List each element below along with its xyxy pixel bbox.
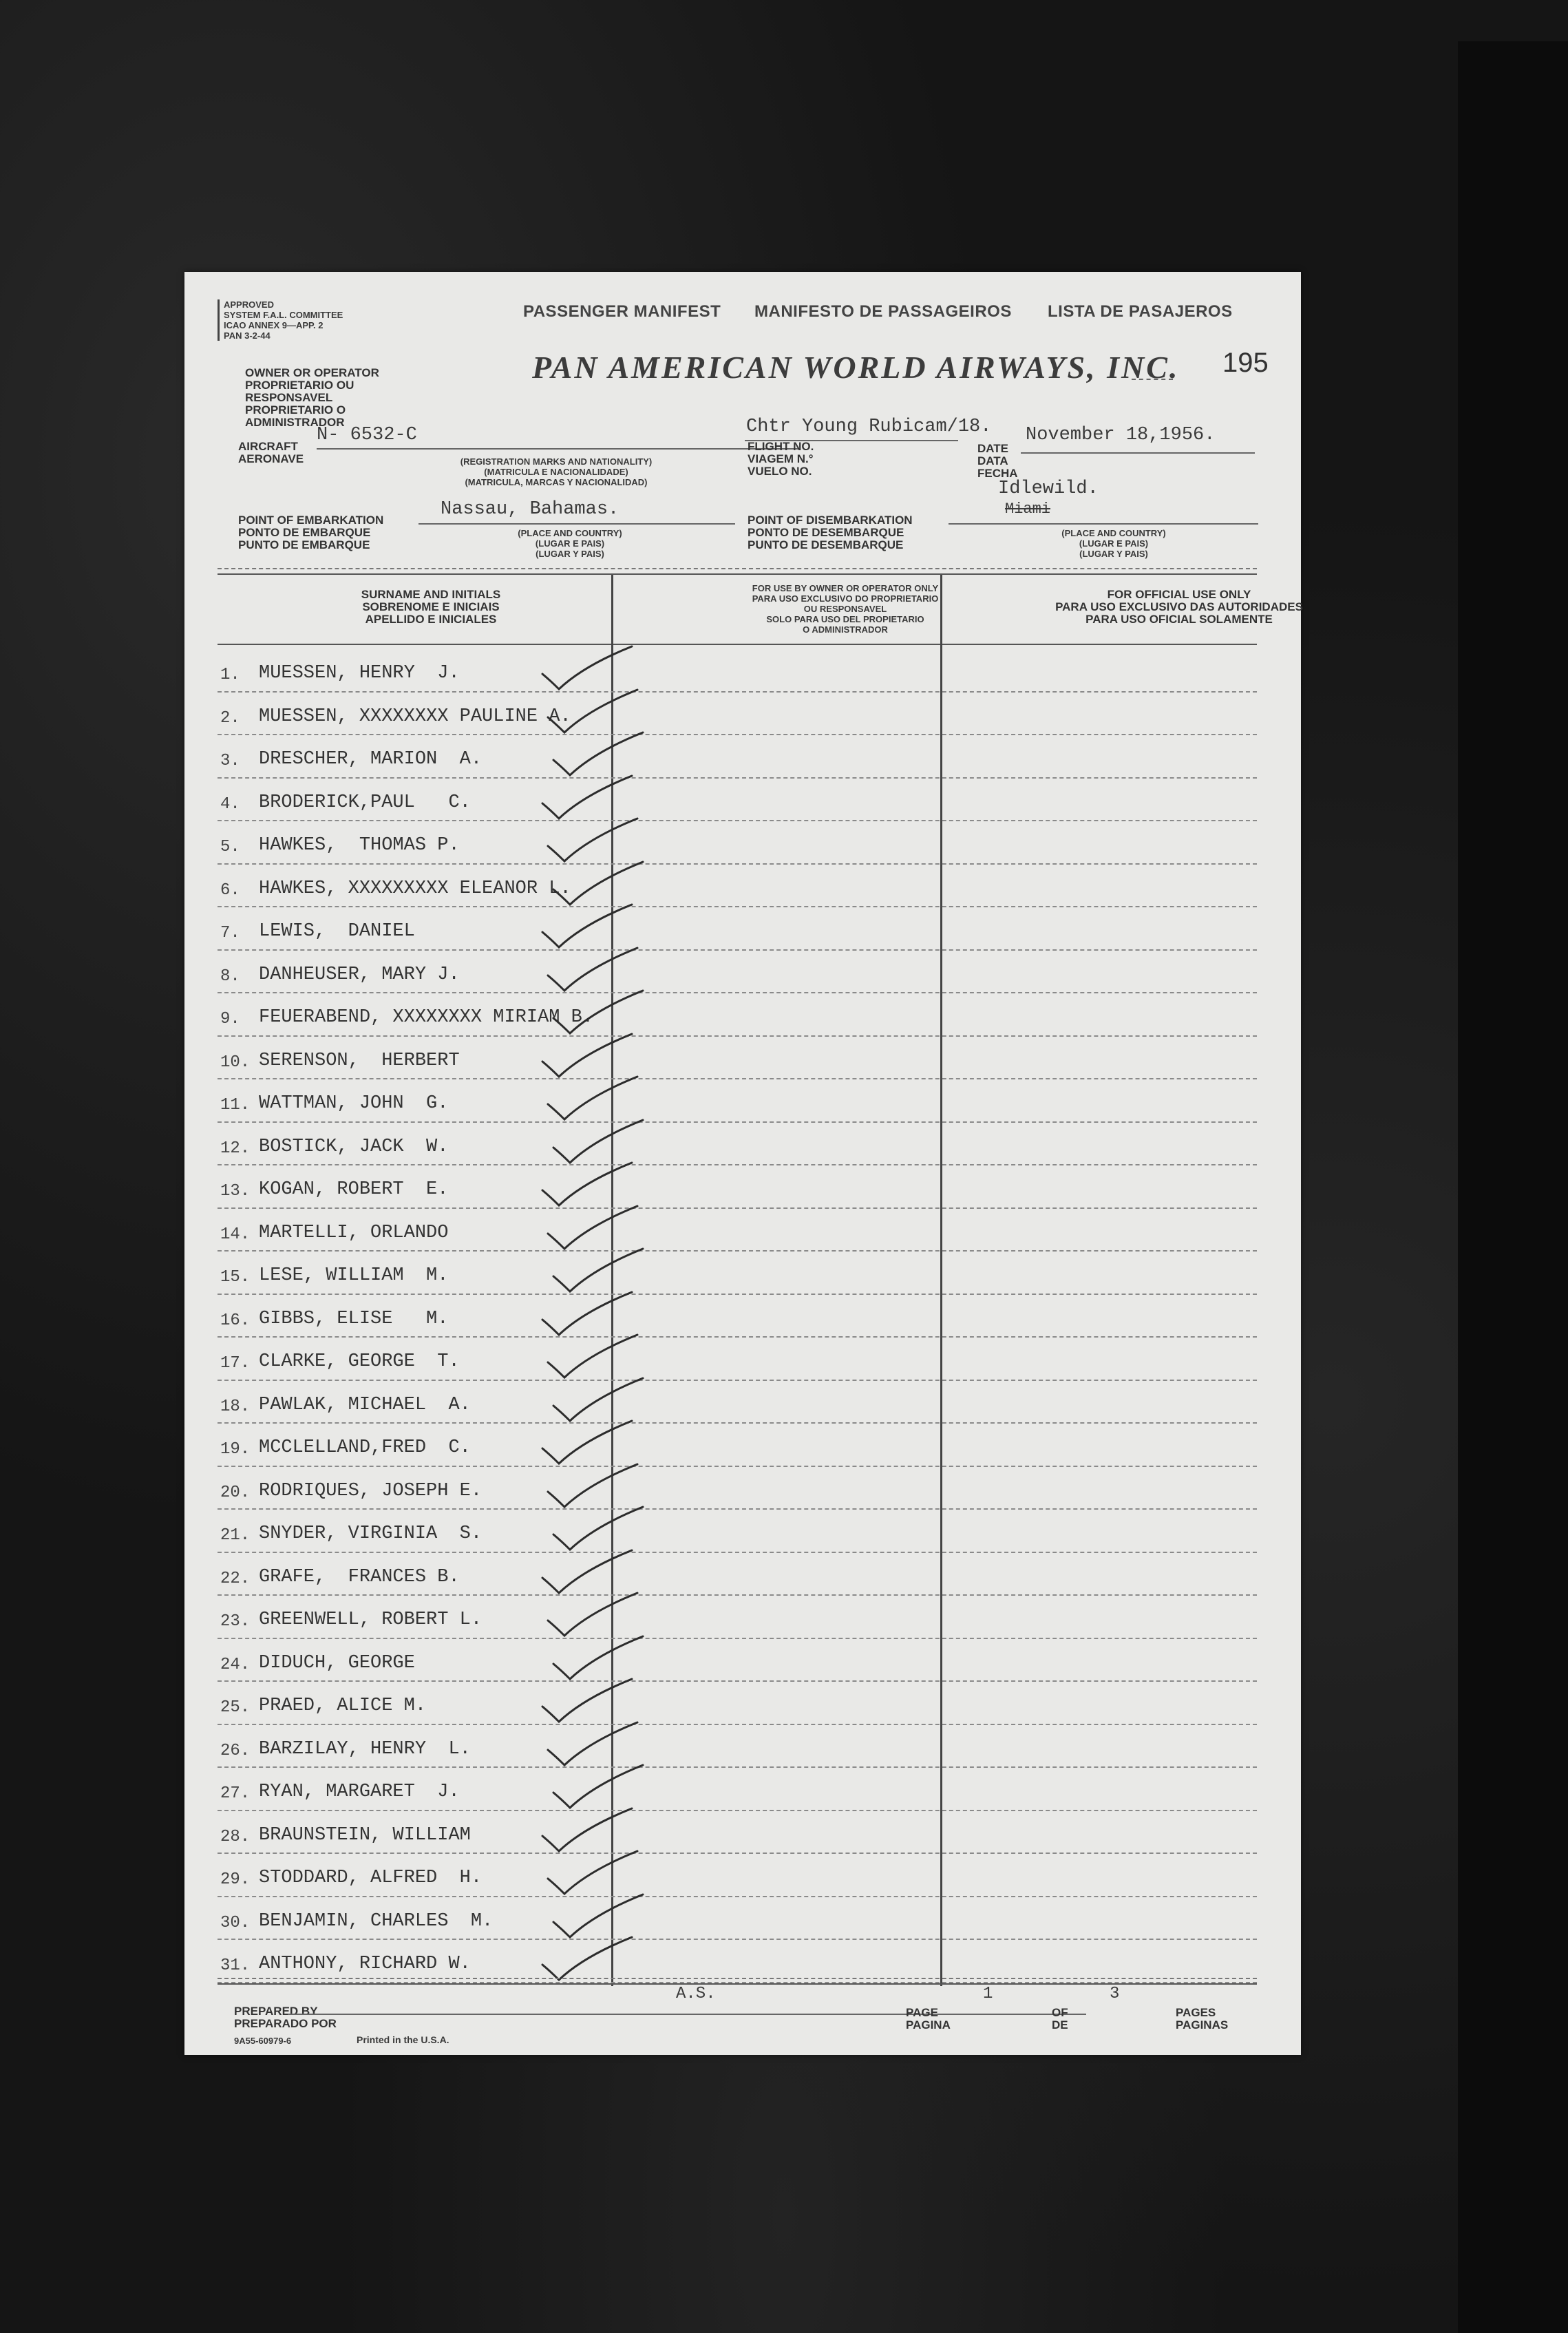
passenger-name: STODDARD, ALFRED H.	[259, 1868, 483, 1888]
col-header-name	[218, 589, 644, 626]
passenger-name: HAWKES, THOMAS P.	[259, 835, 460, 856]
film-edge	[1458, 41, 1568, 2333]
col-owner-pt2: OU RESPONSAVEL	[803, 604, 887, 614]
row-number: 9.	[220, 1010, 240, 1028]
flight-field: Chtr Young Rubicam/18.	[746, 416, 992, 437]
passenger-name: WATTMAN, JOHN G.	[259, 1093, 449, 1114]
flight-label-en: FLIGHT NO.	[748, 440, 814, 453]
aircraft-sub-es: (MATRICULA, MARCAS Y NACIONALIDAD)	[465, 477, 648, 487]
disembark-label-pt: PONTO DE DESEMBARQUE	[748, 526, 904, 539]
passenger-name: RYAN, MARGARET J.	[259, 1782, 460, 1802]
pages-label	[1176, 2007, 1228, 2031]
row-number: 21.	[220, 1526, 251, 1545]
row-rule	[218, 777, 1257, 779]
checkmark-stroke	[542, 1163, 632, 1205]
col-name-es: APELLIDO E INICIALES	[365, 613, 497, 626]
col-name-en: SURNAME AND INITIALS	[361, 588, 501, 601]
checkmark-icon	[541, 1333, 644, 1382]
checkmark-stroke	[542, 905, 632, 947]
aircraft-label	[238, 441, 304, 465]
row-number: 11.	[220, 1096, 251, 1115]
embark-sub	[487, 528, 653, 559]
passenger-name: MUESSEN, XXXXXXXX PAULINE A.	[259, 706, 571, 727]
passenger-name: HAWKES, XXXXXXXXX ELEANOR L.	[259, 878, 571, 899]
checkmark-stroke	[548, 1464, 637, 1507]
passenger-name: DANHEUSER, MARY J.	[259, 964, 460, 985]
checkmark-stroke	[542, 1550, 632, 1593]
row-number: 7.	[220, 924, 240, 942]
checkmark-stroke	[542, 646, 632, 689]
col-official-en: FOR OFFICIAL USE ONLY	[1107, 588, 1251, 601]
checkmark-icon	[541, 1721, 644, 1769]
row-rule	[218, 1207, 1257, 1209]
row-rule	[218, 1508, 1257, 1510]
passenger-name: DRESCHER, MARION A.	[259, 749, 483, 770]
checkmark-icon	[547, 731, 650, 779]
row-number: 14.	[220, 1225, 251, 1244]
passenger-name: BRAUNSTEIN, WILLIAM	[259, 1824, 471, 1846]
row-number: 29.	[220, 1870, 251, 1889]
row-rule	[218, 1121, 1257, 1123]
checkmark-stroke	[548, 1335, 637, 1377]
checkmark-icon	[536, 1936, 639, 1984]
row-rule	[218, 863, 1257, 865]
aircraft-field: N- 6532-C	[317, 425, 798, 450]
embark-label	[238, 514, 383, 551]
row-rule	[218, 1078, 1257, 1079]
disembark-field-struck: Miami	[1005, 500, 1051, 518]
page-label-pt: PAGINA	[906, 2018, 951, 2031]
checkmark-stroke	[553, 862, 643, 905]
passenger-manifest-sheet	[184, 272, 1301, 2055]
row-rule	[218, 1724, 1257, 1725]
embark-label-pt: PONTO DE EMBARQUE	[238, 526, 371, 539]
title-en: PASSENGER MANIFEST	[523, 302, 721, 321]
checkmark-stroke	[548, 690, 637, 732]
pages-label-en: PAGES	[1176, 2006, 1216, 2019]
row-number: 30.	[220, 1913, 251, 1932]
checkmark-icon	[547, 1119, 650, 1167]
disembark-label	[748, 514, 913, 551]
disembark-label-en: POINT OF DISEMBARKATION	[748, 514, 913, 527]
of-label	[1052, 2007, 1068, 2031]
row-number: 26.	[220, 1741, 251, 1760]
pages-label-pt: PAGINAS	[1176, 2018, 1229, 2031]
checkmark-icon	[547, 1247, 650, 1296]
checkmark-stroke	[542, 776, 632, 819]
col-header-official	[942, 589, 1417, 626]
aircraft-sub	[377, 456, 735, 487]
owner-label-en: OWNER OR OPERATOR	[245, 366, 379, 379]
row-rule	[218, 949, 1257, 951]
checkmark-icon	[536, 645, 639, 693]
owner-label	[245, 367, 424, 429]
place-sub-es: (LUGAR Y PAIS)	[1079, 549, 1148, 559]
checkmark-stroke	[553, 1765, 643, 1808]
checkmark-icon	[547, 1764, 650, 1812]
place-sub-es: (LUGAR Y PAIS)	[536, 549, 604, 559]
prepared-value: A.S.	[676, 1985, 716, 2003]
row-rule	[218, 1466, 1257, 1467]
row-rule	[218, 1766, 1257, 1768]
checkmark-stroke	[542, 1034, 632, 1077]
checkmark-icon	[541, 1850, 644, 1898]
row-rule	[218, 1810, 1257, 1811]
row-number: 27.	[220, 1784, 251, 1803]
checkmark-icon	[547, 1377, 650, 1425]
prepared-underline	[288, 2014, 1086, 2015]
checkmark-icon	[541, 688, 644, 737]
row-rule	[218, 1896, 1257, 1897]
checkmark-stroke	[548, 1077, 637, 1119]
checkmark-icon	[547, 861, 650, 909]
passenger-name: MCCLELLAND,FRED C.	[259, 1437, 471, 1458]
passenger-name: PAWLAK, MICHAEL A.	[259, 1394, 471, 1415]
footer-rule	[218, 1983, 1257, 1985]
row-rule	[218, 1638, 1257, 1639]
passenger-name: LESE, WILLIAM M.	[259, 1265, 449, 1286]
row-rule	[218, 1552, 1257, 1553]
passenger-name: SERENSON, HERBERT	[259, 1050, 460, 1071]
passenger-name: PRAED, ALICE M.	[259, 1696, 427, 1716]
row-rule	[218, 1336, 1257, 1338]
passenger-name: BARZILAY, HENRY L.	[259, 1738, 471, 1760]
row-rule	[218, 992, 1257, 993]
checkmark-stroke	[542, 1421, 632, 1464]
row-number: 28.	[220, 1827, 251, 1846]
checkmark-stroke	[542, 1292, 632, 1335]
embark-field: Nassau, Bahamas.	[441, 499, 619, 520]
checkmark-stroke	[553, 1894, 643, 1937]
stamp-number: 195	[1222, 348, 1269, 378]
checkmark-icon	[536, 1678, 639, 1726]
row-rule	[218, 1939, 1257, 1940]
checkmark-icon	[547, 989, 650, 1037]
row-number: 22.	[220, 1569, 251, 1588]
row-number: 31.	[220, 1956, 251, 1975]
embark-underline	[419, 523, 735, 525]
owner-label-es: PROPRIETARIO O ADMINISTRADOR	[245, 403, 346, 429]
col-owner-es2: O ADMINISTRADOR	[803, 624, 888, 635]
passenger-name: LEWIS, DANIEL	[259, 921, 415, 942]
row-number: 18.	[220, 1397, 251, 1416]
checkmark-icon	[536, 1549, 639, 1597]
checkmark-icon	[541, 1592, 644, 1640]
approval-line: PAN 3-2-44	[224, 330, 271, 341]
title-pt: MANIFESTO DE PASSAGEIROS	[754, 302, 1012, 321]
approval-line: ICAO ANNEX 9—APP. 2	[224, 320, 324, 330]
checkmark-icon	[536, 903, 639, 951]
row-rule	[218, 1164, 1257, 1165]
passenger-name: GREENWELL, ROBERT L.	[259, 1609, 483, 1630]
row-rule	[218, 691, 1257, 693]
prepared-label	[234, 2005, 337, 2030]
checkmark-stroke	[548, 819, 637, 861]
row-rule	[218, 1380, 1257, 1381]
checkmark-icon	[541, 1075, 644, 1123]
place-sub-en: (PLACE AND COUNTRY)	[1061, 528, 1166, 538]
disembark-underline	[949, 523, 1258, 525]
checkmark-icon	[541, 947, 644, 995]
col-owner-en: FOR USE BY OWNER OR OPERATOR ONLY	[752, 583, 939, 593]
passenger-name: CLARKE, GEORGE T.	[259, 1351, 460, 1372]
passenger-name: MARTELLI, ORLANDO	[259, 1222, 449, 1243]
checkmark-stroke	[553, 1636, 643, 1679]
checkmark-stroke	[553, 991, 643, 1033]
row-rule	[218, 820, 1257, 821]
footer-rule	[218, 1978, 1257, 1979]
checkmark-stroke	[548, 1206, 637, 1249]
passenger-name: SNYDER, VIRGINIA S.	[259, 1523, 483, 1544]
column-divider-official	[940, 575, 942, 1986]
checkmark-icon	[547, 1506, 650, 1554]
flight-label-pt: VIAGEM N.°	[748, 452, 814, 465]
passenger-name: GIBBS, ELISE M.	[259, 1308, 449, 1329]
header-rule	[218, 573, 1257, 575]
row-number: 12.	[220, 1139, 251, 1158]
place-sub-pt: (LUGAR E PAIS)	[1079, 538, 1149, 549]
row-number: 2.	[220, 708, 240, 728]
passenger-name: FEUERABEND, XXXXXXXX MIRIAM B.	[259, 1007, 594, 1028]
checkmark-stroke	[548, 1851, 637, 1894]
col-owner-es: SOLO PARA USO DEL PROPIETARIO	[766, 614, 924, 624]
passenger-name: RODRIQUES, JOSEPH E.	[259, 1480, 483, 1501]
place-sub-pt: (LUGAR E PAIS)	[535, 538, 605, 549]
of-label-pt: DE	[1052, 2018, 1068, 2031]
row-rule	[218, 1680, 1257, 1682]
airline-name: PAN AMERICAN WORLD AIRWAYS, INC.	[532, 350, 1180, 385]
disembark-field: Idlewild.	[998, 478, 1099, 499]
row-rule	[218, 1250, 1257, 1252]
page-label	[906, 2007, 951, 2031]
passenger-name: KOGAN, ROBERT E.	[259, 1179, 449, 1200]
embark-label-en: POINT OF EMBARKATION	[238, 514, 384, 527]
passenger-name: BOSTICK, JACK W.	[259, 1136, 449, 1157]
disembark-label-es: PUNTO DE DESEMBARQUE	[748, 538, 904, 551]
row-number: 13.	[220, 1182, 251, 1201]
checkmark-icon	[536, 1807, 639, 1855]
date-label-pt: DATA	[977, 454, 1008, 467]
row-number: 17.	[220, 1354, 251, 1373]
checkmark-icon	[536, 774, 639, 823]
stamp-dash	[1132, 379, 1173, 380]
date-field: November 18,1956.	[1026, 425, 1216, 445]
of-label-en: OF	[1052, 2006, 1068, 2019]
col-owner-pt: PARA USO EXCLUSIVO DO PROPRIETARIO	[752, 593, 939, 604]
approval-line: APPROVED	[224, 299, 274, 310]
passenger-name: MUESSEN, HENRY J.	[259, 663, 460, 684]
checkmark-stroke	[553, 1249, 643, 1291]
checkmark-icon	[541, 1205, 644, 1253]
passenger-name: BRODERICK,PAUL C.	[259, 792, 471, 813]
row-rule	[218, 1852, 1257, 1854]
aircraft-label-es: AERONAVE	[238, 452, 304, 465]
checkmark-icon	[536, 1033, 639, 1081]
flight-label-es: VUELO NO.	[748, 465, 812, 478]
row-number: 19.	[220, 1440, 251, 1459]
embark-label-es: PUNTO DE EMBARQUE	[238, 538, 370, 551]
passenger-name: GRAFE, FRANCES B.	[259, 1566, 460, 1587]
checkmark-icon	[547, 1635, 650, 1683]
owner-label-pt: PROPRIETARIO OU RESPONSAVEL	[245, 379, 354, 404]
aircraft-label-en: AIRCRAFT	[238, 440, 298, 453]
header-bottom-rule	[218, 644, 1257, 645]
flight-underline	[745, 440, 958, 441]
date-label	[977, 443, 1018, 480]
row-number: 16.	[220, 1311, 251, 1330]
form-number: 9A55-60979-6	[234, 2036, 292, 2046]
checkmark-icon	[541, 1463, 644, 1511]
checkmark-icon	[541, 817, 644, 865]
title-es: LISTA DE PASAJEROS	[1048, 302, 1233, 321]
checkmark-stroke	[553, 1120, 643, 1163]
of-value: 3	[1110, 1985, 1120, 2003]
checkmark-stroke	[542, 1679, 632, 1722]
date-underline	[1021, 452, 1255, 454]
row-number: 15.	[220, 1268, 251, 1287]
row-number: 1.	[220, 666, 240, 684]
passenger-name: ANTHONY, RICHARD W.	[259, 1954, 471, 1974]
row-number: 3.	[220, 752, 240, 770]
flight-label	[748, 441, 814, 478]
row-rule	[218, 1294, 1257, 1295]
checkmark-stroke	[548, 1722, 637, 1765]
row-rule	[218, 734, 1257, 735]
place-sub-en: (PLACE AND COUNTRY)	[518, 528, 622, 538]
row-number: 5.	[220, 838, 240, 856]
row-number: 25.	[220, 1698, 251, 1717]
checkmark-stroke	[553, 1507, 643, 1550]
col-official-es: PARA USO OFICIAL SOLAMENTE	[1085, 613, 1273, 626]
col-official-pt: PARA USO EXCLUSIVO DAS AUTORIDADES	[1055, 600, 1303, 613]
checkmark-icon	[547, 1893, 650, 1941]
row-number: 24.	[220, 1655, 251, 1674]
row-number: 6.	[220, 880, 240, 900]
row-rule	[218, 1035, 1257, 1037]
page-label-en: PAGE	[906, 2006, 938, 2019]
disembark-sub	[1031, 528, 1196, 559]
approval-line: SYSTEM F.A.L. COMMITTEE	[224, 310, 343, 320]
row-number: 23.	[220, 1612, 251, 1631]
prepared-label-en: PREPARED BY	[234, 2005, 318, 2018]
passenger-name: DIDUCH, GEORGE	[259, 1652, 415, 1674]
aircraft-sub-pt: (MATRICULA E NACIONALIDADE)	[484, 467, 628, 477]
page-value: 1	[983, 1985, 993, 2003]
date-label-en: DATE	[977, 442, 1009, 455]
checkmark-stroke	[553, 732, 643, 775]
checkmark-stroke	[548, 948, 637, 991]
col-name-pt: SOBRENOME E INICIAIS	[362, 600, 500, 613]
passenger-name: BENJAMIN, CHARLES M.	[259, 1910, 494, 1932]
checkmark-icon	[536, 1291, 639, 1339]
row-rule	[218, 1594, 1257, 1596]
row-number: 4.	[220, 794, 240, 814]
row-number: 10.	[220, 1053, 251, 1072]
checkmark-stroke	[542, 1808, 632, 1851]
row-rule	[218, 1422, 1257, 1424]
printed-note: Printed in the U.S.A.	[357, 2034, 449, 2045]
checkmark-icon	[536, 1161, 639, 1210]
checkmark-stroke	[548, 1593, 637, 1636]
row-number: 20.	[220, 1483, 251, 1502]
date-label-es: FECHA	[977, 467, 1018, 480]
row-rule	[218, 906, 1257, 907]
checkmark-stroke	[542, 1937, 632, 1980]
checkmark-icon	[536, 1419, 639, 1468]
header-rule	[218, 568, 1257, 569]
approval-block	[218, 299, 382, 341]
prepared-label-pt: PREPARADO POR	[234, 2017, 337, 2030]
row-number: 8.	[220, 967, 240, 986]
aircraft-sub-en: (REGISTRATION MARKS AND NATIONALITY)	[460, 456, 653, 467]
checkmark-stroke	[553, 1378, 643, 1421]
